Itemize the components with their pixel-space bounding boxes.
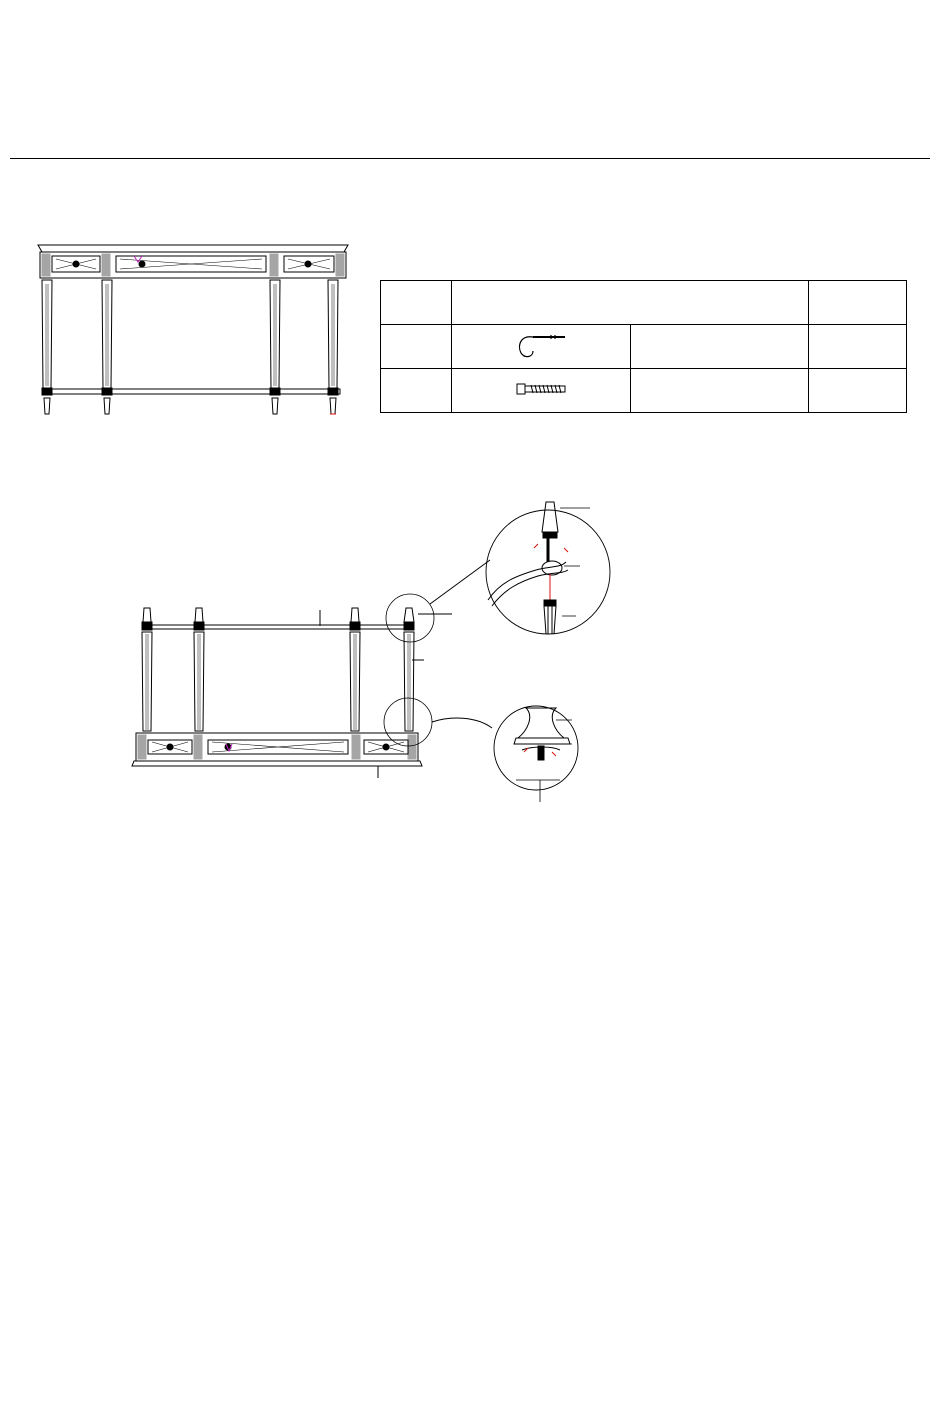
- inverted-table-body: [132, 733, 422, 766]
- table-legs: [42, 280, 338, 388]
- header-no-cell: [381, 281, 452, 325]
- part-no-cell: [381, 369, 452, 413]
- table-legs: [142, 608, 414, 731]
- part-qty-cell: [809, 369, 907, 413]
- console-table-front-view: [30, 240, 360, 425]
- center-drawer-knob: [139, 261, 145, 267]
- threaded-dowel-screw-icon: [511, 371, 571, 407]
- leg-assembly-diagram: [120, 490, 620, 810]
- part-icon-cell: [452, 369, 631, 413]
- table-row: [381, 369, 907, 413]
- part-description-cell: [630, 325, 809, 369]
- table-top: [38, 245, 348, 252]
- left-drawer-knob: [73, 261, 79, 267]
- top-detail-enlargement: [486, 502, 610, 634]
- hook-bolt-icon: [511, 327, 571, 363]
- bottom-detail-enlargement: [494, 706, 578, 802]
- lower-stretcher: [42, 389, 340, 394]
- hardware-table: [380, 280, 907, 413]
- lower-stretcher: [142, 625, 414, 629]
- right-drawer-knob: [305, 261, 311, 267]
- hardware-table-header: [381, 281, 907, 325]
- header-description-cell: [452, 281, 809, 325]
- part-no-cell: [381, 325, 452, 369]
- part-description-cell: [630, 369, 809, 413]
- header-qty-cell: [809, 281, 907, 325]
- header-rule: [10, 158, 930, 159]
- part-qty-cell: [809, 325, 907, 369]
- table-row: [381, 325, 907, 369]
- part-icon-cell: [452, 325, 631, 369]
